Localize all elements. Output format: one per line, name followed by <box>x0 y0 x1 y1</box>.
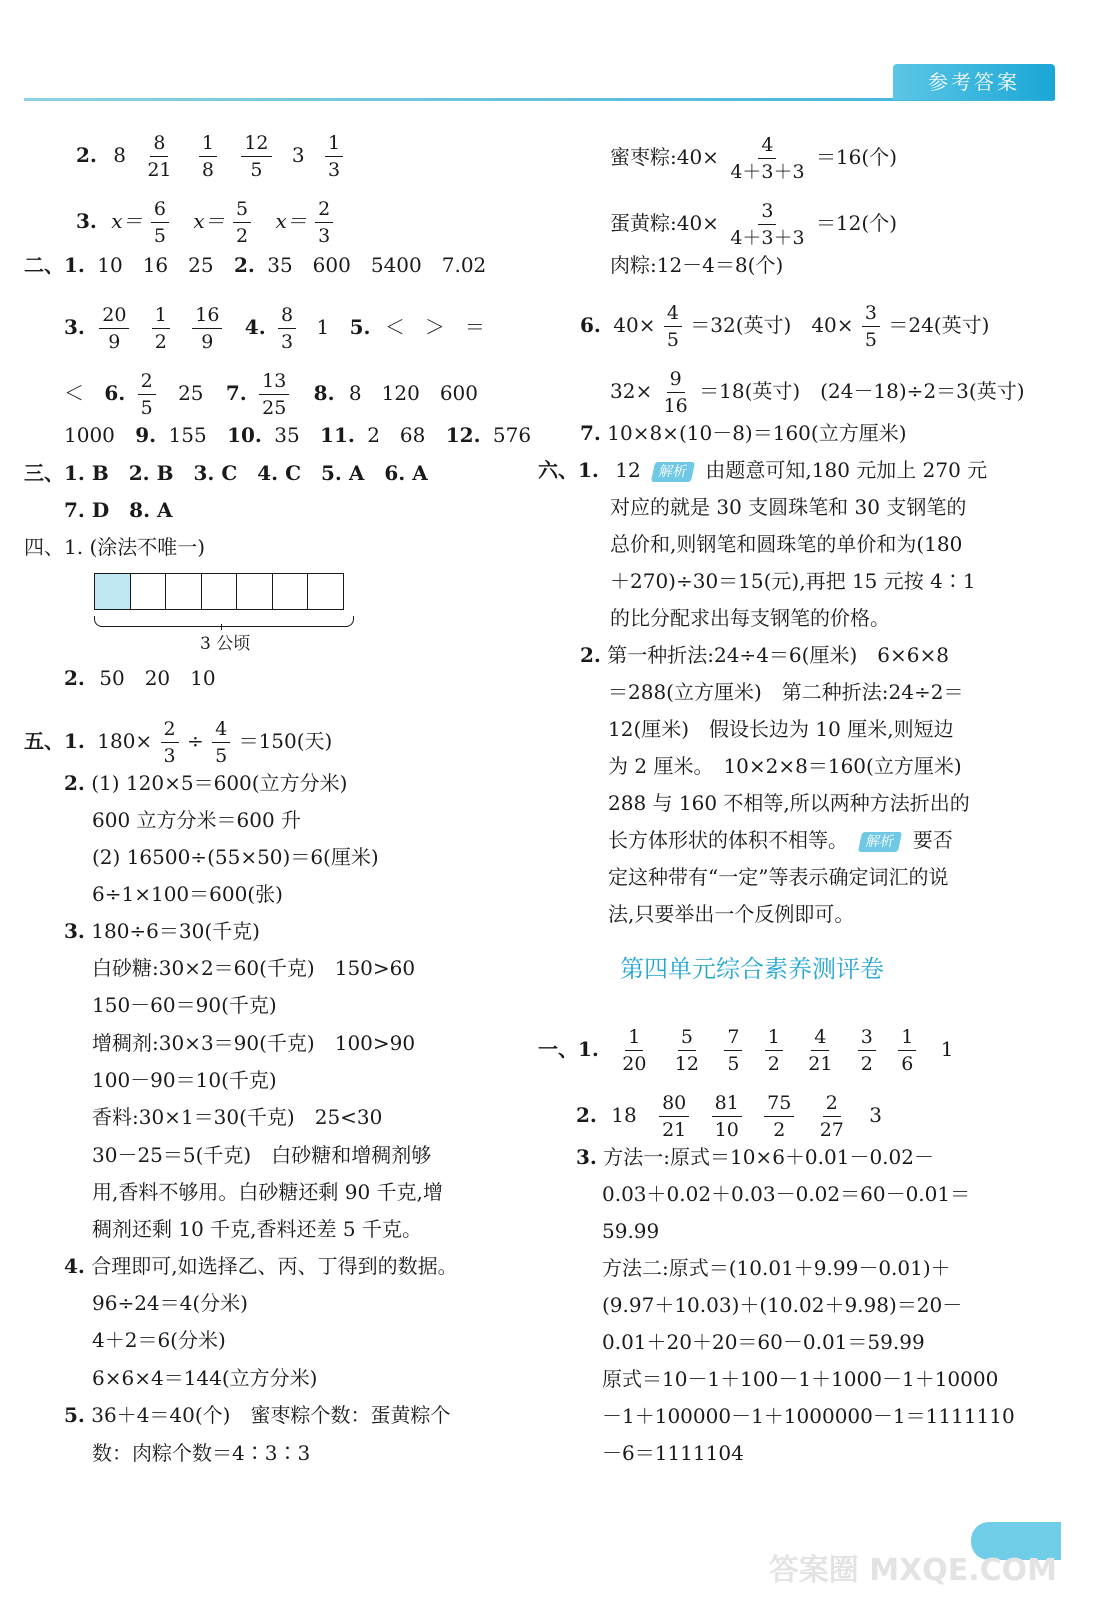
section-two-line-4: 1000 9. 155 10. 35 11. 2 68 12. 576 <box>64 423 532 447</box>
answer-line: 3. 180÷6＝30(千克) <box>64 919 260 943</box>
fraction: $\frac{5}{2}$ <box>233 196 251 249</box>
answer-line: 为 2 厘米。 10×2×8＝160(立方厘米) <box>608 754 962 778</box>
answer-line: 4＋2＝6(分米) <box>92 1328 226 1352</box>
answer-line: 6×6×4＝144(立方分米) <box>92 1366 318 1390</box>
answer-line: 2. (1) 120×5＝600(立方分米) <box>64 771 348 795</box>
grid-cell <box>307 573 344 610</box>
fraction: $\frac{3}{2}$ <box>858 1024 876 1077</box>
brace-tip <box>221 624 226 630</box>
answer-line: 150－60＝90(千克) <box>92 993 277 1017</box>
answer-line: 6÷1×100＝600(张) <box>92 882 283 906</box>
section-two-line-1: 二、1. 10 16 25 2. 35 600 5400 7.02 <box>24 253 487 277</box>
brace-label: 3 公顷 <box>200 634 251 654</box>
answer-line: －6＝1111104 <box>602 1441 744 1465</box>
answer-line: 30－25＝5(千克) 白砂糖和增稠剂够 <box>92 1143 432 1167</box>
answer-line-2-fractions: 2. 8 $\frac{8}{21}$ $\frac{1}{8}$ $\frac{12}{5}$ 3 $\frac{1}{3}$ <box>76 130 345 183</box>
answer-line: ＋270)÷30＝15(元),再把 15 元按 4∶1 <box>610 569 976 593</box>
analysis-tag: 解析 <box>858 832 902 852</box>
fraction: $\frac{4}{5}$ <box>212 716 230 769</box>
section-three-line-2: 7. D 8. A <box>64 498 173 522</box>
answer-line: 96÷24＝4(分米) <box>92 1291 248 1315</box>
answer-line: 600 立方分米＝600 升 <box>92 808 302 832</box>
section-five-line-1: 五、1. 180× $\frac{2}{3}$ ÷ $\frac{4}{5}$ ＝150(天) <box>24 718 333 767</box>
answer-line: 3. 方法一:原式＝10×6＋0.01－0.02－ <box>576 1145 934 1169</box>
answer-line-fraction: 6. 40× $\frac{4}{5}$ ＝32(英寸) 40× $\frac{3}{5}$ ＝24(英寸) <box>580 302 990 351</box>
fraction: $\frac{75}{2}$ <box>764 1090 794 1143</box>
answer-line: 对应的就是 30 支圆珠笔和 30 支钢笔的 <box>610 495 967 519</box>
fraction: $\frac{3}{4+3+3}$ <box>730 200 805 249</box>
header-tab: 参考答案 <box>893 64 1055 100</box>
unit4-line-1: 一、1. $\frac{1}{20}$ $\frac{5}{12}$ $\frac{7}{5}$ $\frac{1}{2}$ $\frac{4}{21}$ $\frac{3}{2}$ $\frac{1}{6}$ 1 <box>538 1026 954 1075</box>
fraction: $\frac{1}{6}$ <box>898 1024 916 1077</box>
unit4-line-2: 2. 18 $\frac{80}{21}$ $\frac{81}{10}$ $\frac{75}{2}$ $\frac{2}{27}$ 3 <box>576 1092 882 1141</box>
fraction: $\frac{81}{10}$ <box>712 1090 742 1143</box>
fraction: $\frac{20}{9}$ <box>99 302 129 355</box>
answer-line: (2) 16500÷(55×50)＝6(厘米) <box>92 845 379 869</box>
fraction: $\frac{8}{3}$ <box>278 302 296 355</box>
answer-line: 288 与 160 不相等,所以两种方法折出的 <box>608 791 970 815</box>
fraction: $\frac{2}{27}$ <box>819 1092 844 1141</box>
answer-line: 的比分配求出每支钢笔的价格。 <box>610 606 890 630</box>
answer-line: 5. 36＋4＝40(个) 蜜枣粽个数：蛋黄粽个 <box>64 1403 451 1427</box>
answer-line: 用,香料不够用。白砂糖还剩 90 千克,增 <box>92 1180 443 1204</box>
section-six-line-1: 六、1. 12 解析 由题意可知,180 元加上 270 元 <box>538 458 988 482</box>
fraction: $\frac{2}{5}$ <box>138 368 156 421</box>
answer-line: －1＋100000－1＋1000000－1＝1111110 <box>602 1404 1015 1428</box>
answer-line: 0.03＋0.02＋0.03－0.02＝60－0.01＝ <box>602 1182 971 1206</box>
fraction: $\frac{16}{9}$ <box>192 302 222 355</box>
answer-line-fraction: 蛋黄粽:40× $\frac{3}{4+3+3}$ ＝12(个) <box>610 200 897 249</box>
fraction: $\frac{5}{12}$ <box>674 1026 699 1075</box>
fraction: $\frac{80}{21}$ <box>659 1090 689 1143</box>
fraction: $\frac{7}{5}$ <box>724 1024 742 1077</box>
answer-line: 方法二:原式＝(10.01＋9.99－0.01)＋ <box>602 1256 951 1280</box>
answer-line: 增稠剂:30×3＝90(千克) 100>90 <box>92 1031 416 1055</box>
answer-line: 稠剂还剩 10 千克,香料还差 5 千克。 <box>92 1217 422 1241</box>
answer-line-fraction: 蜜枣粽:40× $\frac{4}{4+3+3}$ ＝16(个) <box>610 134 897 183</box>
fraction: $\frac{13}{25}$ <box>259 368 289 421</box>
fraction: $\frac{3}{5}$ <box>862 300 880 353</box>
section-four-line-1: 四、1. (涂法不唯一) <box>24 535 206 559</box>
answer-line: (9.97＋10.03)＋(10.02＋9.98)＝20－ <box>602 1293 963 1317</box>
answer-line: 7. 10×8×(10－8)＝160(立方厘米) <box>580 421 907 445</box>
section-two-line-2: 3. $\frac{20}{9}$ $\frac{1}{2}$ $\frac{16}{9}$ 4. $\frac{8}{3}$ 1 5. ＜ ＞ ＝ <box>64 304 485 353</box>
grid-cell <box>165 573 202 610</box>
fraction: $\frac{2}{3}$ <box>315 196 333 249</box>
fraction: $\frac{1}{3}$ <box>325 130 343 183</box>
answer-line: 定这种带有“一定”等表示确定词汇的说 <box>608 865 949 889</box>
analysis-tag: 解析 <box>651 462 695 482</box>
answer-line: 肉粽:12－4＝8(个) <box>610 253 784 277</box>
answer-line-3-equations: 3. x＝ $\frac{6}{5}$ x＝ $\frac{5}{2}$ x＝ $\frac{2}{3}$ <box>76 196 335 249</box>
grid-cell <box>201 573 238 610</box>
fraction: $\frac{4}{5}$ <box>664 300 682 353</box>
answer-line: 0.01＋20＋20＝60－0.01＝59.99 <box>602 1330 925 1354</box>
answer-line: 2. 第一种折法:24÷4＝6(厘米) 6×6×8 <box>580 643 949 667</box>
fraction: $\frac{4}{21}$ <box>808 1026 833 1075</box>
fraction: $\frac{1}{8}$ <box>199 130 217 183</box>
fraction: $\frac{8}{21}$ <box>147 132 172 181</box>
answer-line: 法,只要举出一个反例即可。 <box>608 902 855 926</box>
answer-line: 原式＝10－1＋100－1＋1000－1＋10000 <box>602 1367 999 1391</box>
answer-line: 59.99 <box>602 1219 660 1243</box>
fraction: $\frac{6}{5}$ <box>151 196 169 249</box>
shaded-grid <box>94 573 344 610</box>
answer-line: 4. 合理即可,如选择乙、丙、丁得到的数据。 <box>64 1254 458 1278</box>
answer-line: 100－90＝10(千克) <box>92 1068 277 1092</box>
answer-line: 白砂糖:30×2＝60(千克) 150>60 <box>92 956 416 980</box>
fraction: $\frac{1}{20}$ <box>622 1026 647 1075</box>
fraction: $\frac{12}{5}$ <box>241 130 271 183</box>
section-four-line-2: 2. 50 20 10 <box>64 666 216 690</box>
fraction: $\frac{1}{2}$ <box>765 1024 783 1077</box>
answer-line: 长方体形状的体积不相等。 解析 要否 <box>608 828 953 852</box>
grid-cell <box>272 573 309 610</box>
answer-line: 12(厘米) 假设长边为 10 厘米,则短边 <box>608 717 954 741</box>
fraction: $\frac{4}{4+3+3}$ <box>730 134 805 183</box>
fraction: $\frac{2}{3}$ <box>161 716 179 769</box>
grid-cell-shaded <box>94 573 131 610</box>
section-two-line-3: ＜ 6. $\frac{2}{5}$ 25 7. $\frac{13}{25}$ 8. 8 120 600 <box>64 370 478 419</box>
grid-cell <box>130 573 167 610</box>
answer-line: ＝288(立方厘米) 第二种折法:24÷2＝ <box>608 680 964 704</box>
answer-line: 总价和,则钢笔和圆珠笔的单价和为(180 <box>610 532 963 556</box>
answer-line: 数：肉粽个数＝4∶3∶3 <box>92 1441 311 1465</box>
watermark: 答案圈 MXQE.COM <box>768 1553 1057 1588</box>
section-three-line-1: 三、1. B 2. B 3. C 4. C 5. A 6. A <box>24 461 428 485</box>
fraction: $\frac{1}{2}$ <box>152 302 170 355</box>
answer-line-fraction: 32× $\frac{9}{16}$ ＝18(英寸) (24－18)÷2＝3(英寸) <box>610 368 1025 417</box>
answer-line: 香料:30×1＝30(千克) 25<30 <box>92 1105 383 1129</box>
grid-cell <box>236 573 273 610</box>
section-title: 第四单元综合素养测评卷 <box>620 955 884 983</box>
fraction: $\frac{9}{16}$ <box>663 368 688 417</box>
